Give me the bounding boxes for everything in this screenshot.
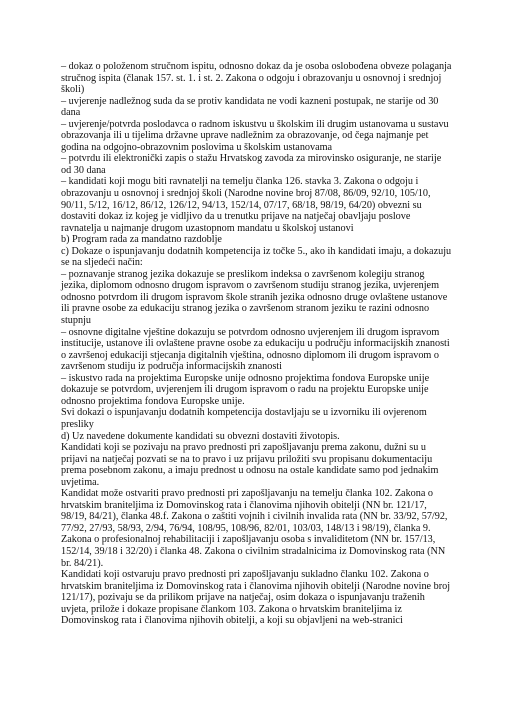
paragraph-5: – kandidati koji mogu biti ravnatelji na temelju članka 126. stavka 3. Zakona o odgoju i obrazovanju u osnovnoj i srednjoj školi (Narodne novine broj 87/08, 86/09, 92/10, 105/10, 90/11, 5/12, 16/12, 86/12, 126/12, 94/13, 152/14, 07/17, 68/18, 98/19, 64/20) obvezni su dostaviti dokaz iz kojeg je vidljivo da u trenutku prijave na natječaj obavljaju poslove ravnatelja u najmanje drugom uzastopnom mandatu u školskoj ustanovi <box>61 176 431 234</box>
paragraph-1: – dokaz o položenom stručnom ispitu, odnosno dokaz da je osoba oslobođena obveze polaganja stručnog ispita (članak 157. st. 1. i st. 2. Zakona o odgoju i obrazovanju u osnovnoj i srednjoj školi) <box>61 61 452 96</box>
paragraph-3: – uvjerenje/potvrda poslodavca o radnom iskustvu u školskim ili drugim ustanovama u sustavu obrazovanja ili u tijelima državne uprave nadležnim za obrazovanje, od čega najmanje pet godina na odgojno-obrazovnim poslovima u školskim ustanovama <box>61 118 449 153</box>
paragraph-11: Svi dokazi o ispunjavanju dodatnih kompetencija dostavljaju se u izvorniku ili ovjerenom preslikу <box>61 407 427 430</box>
paragraph-10: – iskustvo rada na projektima Europske unije odnosno projektima fondova Europske unije dokazuje se potvrdom, uvjerenjem ili drugom ispravom o radu na projektu Europske unije odnosno projektima fondova Europske unije. <box>61 372 430 407</box>
paragraph-2: – uvjerenje nadležnog suda da se protiv kandidata ne vodi kazneni postupak, ne starije od 30 dana <box>61 95 439 119</box>
paragraph-4: – potvrdu ili elektronički zapis o stažu Hrvatskog zavoda za mirovinsko osiguranje, ne starije od 30 dana <box>61 153 442 176</box>
paragraph-13: Kandidati koji se pozivaju na pravo prednosti pri zapošljavanju prema zakonu, dužni su u prijavi na natječaj pozvati se na to pravo i uz prijavu priložiti svu propisanu dokumentaciju prema posebnom zakonu, a imaju prednost u odnosu na ostale kandidate samo pod jednakim uvjetima. <box>61 442 439 488</box>
paragraph-6: b) Program rada za mandatno razdoblje <box>61 234 222 246</box>
paragraph-7: c) Dokaze o ispunjavanju dodatnih kompetencija iz točke 5., ako ih kandidati imaju, a dokazuju se na sljedeći način: <box>61 245 452 269</box>
paragraph-8: – poznavanje stranog jezika dokazuje se preslikom indeksa o završenom kolegiju stranog jezika, diplomom odnosno drugom ispravom o završenom studiju stranog jezika, uvjerenjem odnosno potvrdom ili drugom ispravom škole stranih jezika odnosno druge ovlaštene ustanove ili pravne osobe za edukaciju stranog jezika o završenom stranom jeziku te razini odnosno stupnju <box>61 268 448 327</box>
paragraph-12: d) Uz navedene dokumente kandidati su obvezni dostaviti životopis. <box>61 430 340 442</box>
paragraph-15: Kandidati koji ostvaruju pravo prednosti pri zapošljavanju sukladno članku 102. Zakona o hrvatskim braniteljima iz Domovinskog rata i članovima njihovih obitelji (Narodne novine broj 121/17), pozivaju se da prilikom prijave na natječaj, osim dokaza o ispunjavanju traženih uvjeta, prilože i dokaze propisane člankom 103. Zakona o hrvatskim braniteljima iz Domovinskog rata i članovima njihovih obitelji, a koji su objavljeni na web-stranici <box>61 569 451 627</box>
paragraph-9: – osnovne digitalne vještine dokazuju se potvrdom odnosno uvjerenjem ili drugom ispravom institucije, ustanove ili ovlaštene pravne osobe za edukaciju u području informacijskih znanosti o završenoj edukaciji stjecanja digitalnih vještina, odnosno diplomom ili drugom ispravom o završenom studiju iz područja informacijskih znanosti <box>61 326 450 373</box>
document-page <box>61 61 453 627</box>
paragraph-14: Kandidat može ostvariti pravo prednosti pri zapošljavanju na temelju članka 102. Zakona o hrvatskim braniteljima iz Domovinskog rata i članovima njihovih obitelji (NN br. 121/17, 98/19, 84/21), članka 48.f. Zakona o zaštiti vojnih i civilnih invalida rata (NN br. 33/92, 57/92, 77/92, 27/93, 58/93, 2/94, 76/94, 108/95, 108/96, 82/01, 103/03, 148/13 i 98/19), članka 9. Zakona o profesionalnoj rehabilitaciji i zapošljavanju osoba s invaliditetom (NN br. 157/13, 152/14, 39/18 i 32/20) i članka 48. Zakona o civilnim stradalnicima iz Domovinskog rata (NN br. 84/21). <box>61 488 448 569</box>
